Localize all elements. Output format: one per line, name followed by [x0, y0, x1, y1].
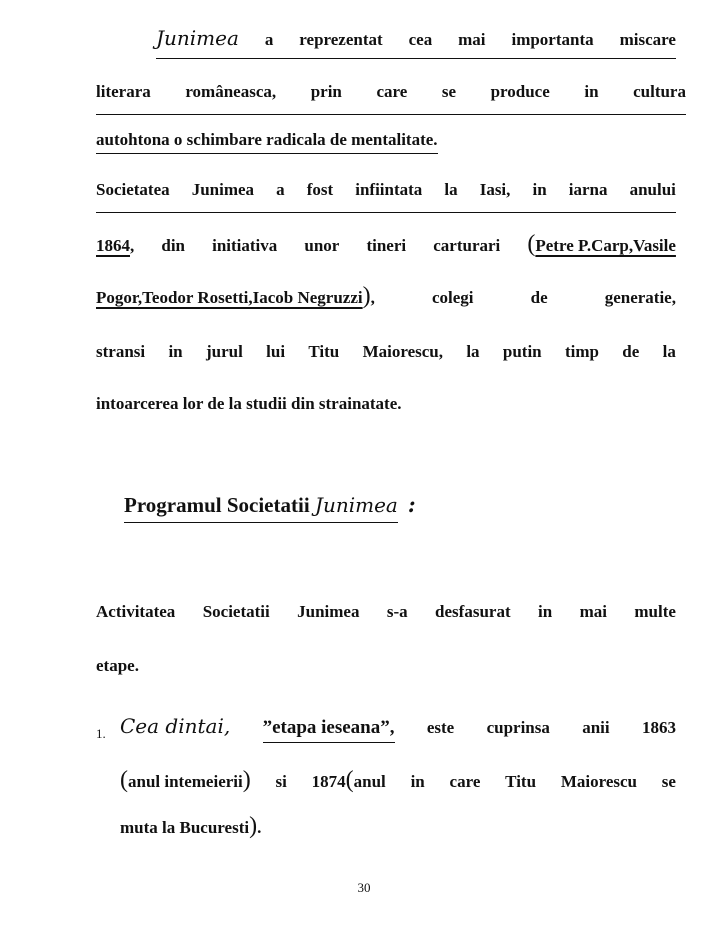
end-run — [120, 813, 262, 839]
word: se — [661, 772, 676, 791]
text-run: etape. — [96, 656, 139, 675]
word: in — [584, 82, 599, 101]
p1-line-2 — [96, 82, 686, 115]
word: in — [538, 602, 553, 621]
names-run — [96, 283, 375, 309]
p2-line-5 — [96, 394, 676, 424]
heading-title-run — [124, 493, 398, 523]
paren-open: ( — [120, 767, 128, 793]
word: infiintata — [355, 180, 423, 199]
text-run: intoarcerea lor de la studii din strainatate. — [96, 394, 402, 413]
word: a — [264, 30, 274, 49]
word: care — [449, 772, 481, 791]
word: tineri — [366, 236, 407, 255]
p1-line-1 — [156, 26, 676, 59]
item1-line-2 — [120, 767, 676, 802]
page-number: 30 — [357, 880, 371, 895]
word: jurul — [205, 342, 243, 361]
heading-title: Programul Societatii — [124, 493, 310, 517]
p2-line-2 — [96, 231, 676, 266]
word: anii — [582, 718, 610, 737]
word: in — [410, 772, 425, 791]
word: Societatea — [96, 180, 170, 199]
year: 1864 — [96, 236, 130, 255]
text-run: autohtona o schimbare radicala de mentalitate. — [96, 130, 438, 154]
word: Activitatea — [96, 602, 176, 621]
word: Titu — [308, 342, 340, 361]
names-run — [527, 231, 676, 257]
word: , — [130, 236, 135, 255]
word: care — [376, 82, 408, 101]
quoted-term: ”etapa ieseana”, — [263, 717, 395, 743]
word: 1874 — [311, 772, 346, 791]
word: Titu — [505, 772, 537, 791]
word: cultura — [633, 82, 686, 101]
p2-line-4 — [96, 342, 676, 372]
word: anului — [629, 180, 676, 199]
word: la — [444, 180, 458, 199]
p1-line-3 — [96, 130, 676, 160]
word: , — [370, 288, 375, 307]
p2-line-3 — [96, 283, 676, 318]
word: putin — [502, 342, 542, 361]
word: cuprinsa — [486, 718, 550, 737]
word: multe — [634, 602, 676, 621]
word: este — [426, 718, 455, 737]
word: Junimea — [297, 602, 360, 621]
paren-close: ) — [249, 813, 258, 839]
word: importanta — [511, 30, 594, 49]
word: de — [622, 342, 640, 361]
word: s-a — [386, 602, 408, 621]
word: reprezentat — [299, 30, 383, 49]
paren-run — [120, 767, 251, 793]
word: iarna — [568, 180, 608, 199]
paren-open: ( — [345, 767, 354, 793]
word: Societatii — [202, 602, 270, 621]
section-heading — [124, 492, 416, 523]
text-run: muta la Bucuresti — [120, 818, 250, 837]
text-run: anul intemeierii — [128, 772, 243, 791]
year-text — [96, 236, 134, 256]
names: Petre P.Carp,Vasile — [535, 236, 676, 255]
word: Maiorescu, — [362, 342, 443, 361]
word: 1863 — [641, 718, 676, 737]
word: a — [276, 180, 285, 199]
list-number: 1. — [96, 726, 106, 741]
word: Junimea — [191, 180, 255, 199]
word: desfasurat — [435, 602, 511, 621]
word: prin — [310, 82, 342, 101]
heading-colon: : — [407, 492, 416, 517]
word: din — [161, 236, 185, 255]
word: colegi — [431, 288, 474, 307]
word: Maiorescu — [560, 772, 637, 791]
word: unor — [304, 236, 340, 255]
item1-line-3 — [120, 813, 676, 848]
word: de — [530, 288, 548, 307]
word: româneasca, — [185, 82, 277, 101]
word: se — [441, 82, 457, 101]
word: lui — [266, 342, 286, 361]
names: Pogor,Teodor Rosetti,Iacob Negruzzi — [96, 288, 363, 307]
word: la — [466, 342, 480, 361]
word: initiativa — [212, 236, 278, 255]
word: Junimea — [156, 26, 239, 50]
word: cea — [408, 30, 433, 49]
paren-close: ) — [242, 767, 251, 793]
word: timp — [564, 342, 599, 361]
p2-line-1 — [96, 180, 676, 213]
word: in — [532, 180, 547, 199]
word: Iasi, — [479, 180, 511, 199]
year-run — [311, 767, 386, 793]
p3-line-2 — [96, 656, 676, 686]
word: miscare — [619, 30, 676, 49]
word: anul — [353, 772, 386, 791]
word: in — [168, 342, 183, 361]
word: literara — [96, 82, 151, 101]
item1-line-1 — [120, 714, 676, 744]
word: mai — [458, 30, 486, 49]
period: . — [257, 818, 262, 837]
word: stransi — [96, 342, 146, 361]
word: si — [275, 772, 287, 791]
word: la — [662, 342, 676, 361]
word: generatie, — [604, 288, 676, 307]
paren-close: ) — [362, 283, 371, 309]
word: carturari — [433, 236, 501, 255]
p3-line-1 — [96, 602, 676, 632]
word: fost — [306, 180, 334, 199]
italic-lead: Cea dintai, — [120, 714, 231, 738]
word: mai — [579, 602, 607, 621]
heading-italic: Junimea — [314, 493, 398, 517]
paren-open: ( — [527, 231, 536, 257]
word: produce — [490, 82, 550, 101]
